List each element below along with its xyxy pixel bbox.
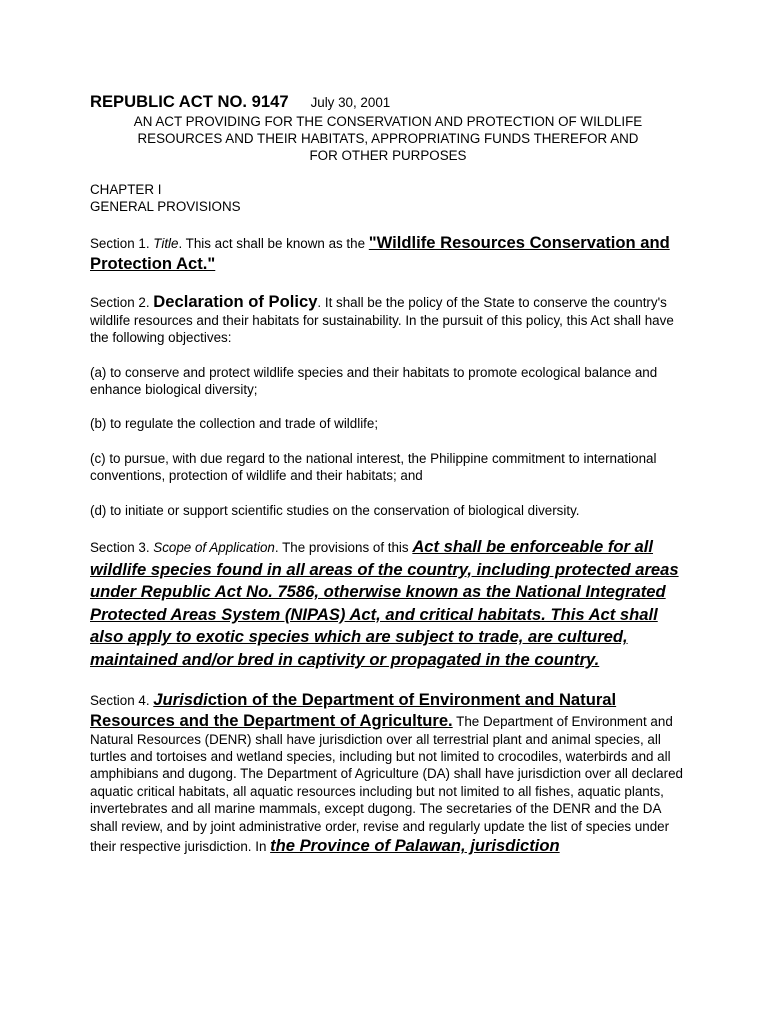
section-3 [90, 536, 686, 672]
section-2 [90, 291, 686, 347]
act-title-line: AN ACT PROVIDING FOR THE CONSERVATION AND PROTECTION OF WILDLIFE [133, 114, 643, 129]
section-text: The Department of Environment and Natural Resources (DENR) shall have jurisdiction over all terrestrial plant and animal species, all turtles and tortoises and wetland species, including but not limited to crocodiles, waterbirds and all amphibians and dugong. The Department of Agriculture (DA) shall have jurisdiction over all declared aquatic critical habitats, all aquatic resources including but not limited to all fishes, aquatic plants, invertebrates and all marine mammals, except dugong. The secretaries of the DENR and the DA shall review, and by joint administrative order, revise and regularly update the list of species under their respective jurisdiction. In [90, 713, 683, 855]
section-text: . The provisions of this [274, 540, 413, 556]
act-title [90, 113, 686, 164]
section-text: . It shall be the policy of the State to conserve the country's wildlife resources and their habitats for sustainability. In the pursuit of this policy, this Act shall have the following objectives: [90, 294, 674, 346]
act-number: REPUBLIC ACT NO. 9147 [90, 92, 289, 111]
act-date: July 30, 2001 [310, 95, 391, 110]
chapter-name: GENERAL PROVISIONS [90, 199, 241, 215]
section-emphasis: the Province of Palawan, jurisdiction [270, 836, 560, 856]
section-label: Section 1. [90, 235, 154, 251]
section-title-italic: Jurisdi [153, 689, 208, 709]
chapter-number: CHAPTER I [90, 182, 162, 197]
section-title: Scope of Application [153, 540, 275, 556]
objective-c: (c) to pursue, with due regard to the national interest, the Philippine commitment to international conventions, protection of wildlife and their habitats; and [90, 450, 657, 484]
document-body [90, 92, 686, 873]
section-title: Declaration of Policy [153, 291, 318, 311]
objective-d: (d) to initiate or support scientific studies on the conservation of biological diversity. [90, 502, 580, 518]
section-label: Section 4. [90, 692, 154, 708]
section-label: Section 3. [90, 540, 154, 556]
section-1 [90, 232, 686, 274]
section-label: Section 2. [90, 294, 154, 310]
section-title: ction of the Department of Environment and Natural Resources and the Department of Agriculture. [90, 689, 617, 730]
section-4 [90, 689, 686, 856]
act-title-line: FOR OTHER PURPOSES [309, 148, 467, 163]
section-emphasis: Act shall be enforceable for all wildlife species found in all areas of the country, including protected areas under Republic Act No. 7586, otherwise known as the National Integrated Protected Areas System (NIPAS) Act, and critical habitats. This Act shall also apply to exotic species which are subject to trade, are cultured, maintained and/or bred in captivity or propagated in the country. [90, 537, 679, 670]
short-title: "Wildlife Resources Conservation and Protection Act." [90, 232, 670, 273]
objective-a: (a) to conserve and protect wildlife species and their habitats to promote ecological balance and enhance biological diversity; [90, 364, 658, 398]
act-title-line: RESOURCES AND THEIR HABITATS, APPROPRIATING FUNDS THEREFOR AND [137, 131, 639, 146]
act-header [90, 92, 686, 113]
chapter-heading [90, 181, 686, 216]
section-text: . This act shall be known as the [178, 235, 369, 251]
section-title: Title [153, 235, 179, 251]
objective-b: (b) to regulate the collection and trade of wildlife; [90, 416, 379, 432]
